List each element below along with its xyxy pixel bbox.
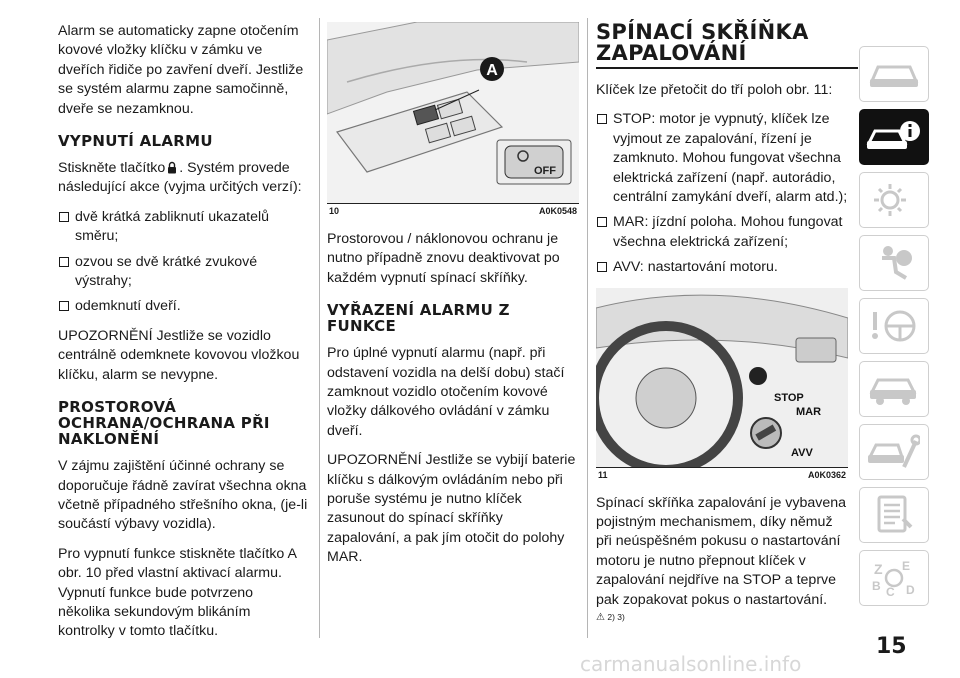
figure-11-caption <box>596 468 848 480</box>
heading-prostorova-ochrana: PROSTOROVÁ OCHRANA/OCHRANA PŘI NAKLONĚNÍ <box>58 398 270 449</box>
heading-vypnuti-alarmu: VYPNUTÍ ALARMU <box>58 132 213 151</box>
svg-text:D: D <box>906 583 915 597</box>
title-rule <box>596 67 858 69</box>
car-dashboard-icon <box>868 57 920 91</box>
heading-vyrazeni-alarmu: VYŘAZENÍ ALARMU Z FUNKCE <box>327 301 510 336</box>
warning-paragraph: UPOZORNĚNÍ Jestliže se vozidlo centrálně odemknete kovovou vložkou klíčku, alarm se nevypne. <box>58 327 300 383</box>
figure-10-image <box>327 22 579 204</box>
index-letters-icon <box>868 556 920 600</box>
tab-document-list[interactable] <box>859 487 929 543</box>
tab-airbag-seat[interactable] <box>859 235 929 291</box>
warning-steering-icon <box>870 308 918 344</box>
svg-text:Z: Z <box>874 561 883 577</box>
car-start-icon <box>868 372 920 406</box>
watermark: carmanualsonline.info <box>580 652 802 676</box>
figure-number: 11 <box>598 469 608 480</box>
svg-text:C: C <box>886 585 895 599</box>
warning-triangle-icon: ⚠ <box>596 612 605 624</box>
padlock-icon <box>167 161 177 174</box>
key-positions-list <box>596 110 848 277</box>
page-number: 15 <box>876 634 907 659</box>
tab-car-info[interactable] <box>859 109 929 165</box>
column-1 <box>58 22 308 652</box>
figure-code: A0K0362 <box>807 469 846 480</box>
off-button-label: OFF <box>534 165 556 177</box>
mar-position-label: MAR <box>796 405 822 418</box>
tab-lights[interactable] <box>859 172 929 228</box>
lights-icon <box>872 182 916 218</box>
svg-text:E: E <box>902 559 911 573</box>
warning-ref-numbers: 2) 3) <box>607 612 625 623</box>
column-2 <box>327 22 579 578</box>
car-info-icon <box>866 119 922 155</box>
figure-10-caption <box>327 204 579 216</box>
list-item: MAR: jízdní poloha. Mohou fungovat všechna elektrická zařízení; <box>596 213 848 252</box>
list-item: STOP: motor je vypnutý, klíček lze vyjmout ze zapalování, řízení je zamknuto. Mohou fungovat všechna elektrická zařízení (např. autorádio, centrální zamykání dveří, alarm atd.); <box>596 110 848 207</box>
column-divider-2 <box>587 18 588 638</box>
figure-11-image <box>596 288 848 468</box>
disable-function-paragraph: Pro vypnutí funkce stiskněte tlačítko A obr. 10 před vlastní aktivací alarmu. Vypnutí funkce bude potvrzeno několika sekundovým blikáním kontrolky v tomto tlačítku. <box>58 545 297 640</box>
column-divider-1 <box>319 18 320 638</box>
list-item: AVV: nastartování motoru. <box>596 258 848 277</box>
press-button-paragraph <box>58 159 308 198</box>
figure-number: 10 <box>329 206 340 216</box>
tab-index-letters[interactable] <box>859 550 929 606</box>
tab-car-start[interactable] <box>859 361 929 417</box>
column-3 <box>596 22 848 623</box>
avv-position-label: AVV <box>791 446 813 459</box>
tab-wrench-car[interactable] <box>859 424 929 480</box>
alarm-intro-paragraph: Alarm se automaticky zapne otočením kovové vložky klíčku v zámku ve dveřích řidiče po zavření dveří. Jestliže se systém alarmu zapne samočinně, dveře se nezamknou. <box>58 23 304 117</box>
warning-references <box>596 612 848 623</box>
callout-a-label: A <box>486 62 498 79</box>
full-disable-paragraph: Pro úplné vypnutí alarmu (např. při odstavení vozidla na delší dobu) stačí zamknout vozidlo otočením kovové vložky dálkového ovládání v zámku dveří. <box>327 345 565 439</box>
tab-warning-steering[interactable] <box>859 298 929 354</box>
ignition-lock-paragraph: Spínací skříňka zapalování je vybavena pojistným mechanismem, díky němuž při neúspěšném pokusu o nastartování motoru je nutno přepnout klíček v zapalování nejdříve na STOP a teprve pak zopakovat pokus o nastartování. <box>596 494 847 608</box>
document-list-icon <box>873 495 915 535</box>
protection-paragraph: V zájmu zajištění účinné ochrany se doporučuje řádně zavírat všechna okna včetně případného střešního okna, (je-li součástí výbavy vozidla). <box>58 458 308 533</box>
tab-car-dashboard[interactable] <box>859 46 929 102</box>
press-button-text-b: . Systém provede následující akce (vyjma určitých verzí): <box>58 160 302 196</box>
list-item: odemknutí dveří. <box>58 297 308 316</box>
key-positions-intro: Klíček lze přetočit do tří poloh obr. 11: <box>596 82 833 98</box>
stop-position-label: STOP <box>774 391 804 404</box>
chapter-tabs <box>859 46 929 613</box>
figure-code: A0K0548 <box>538 206 577 216</box>
reactivation-paragraph: Prostorovou / náklonovou ochranu je nutno případně znovu deaktivovat po každém vypnutí spínací skříňky. <box>327 231 560 286</box>
disarm-actions-list <box>58 208 308 317</box>
press-button-text-a: Stiskněte tlačítko <box>58 160 166 177</box>
list-item: ozvou se dvě krátké zvukové výstrahy; <box>58 253 308 292</box>
section-title: SPÍNACÍ SKŘÍŇKA ZAPALOVÁNÍ <box>596 20 809 65</box>
svg-text:B: B <box>872 579 881 593</box>
wrench-car-icon <box>868 433 920 471</box>
airbag-seat-icon <box>872 244 916 282</box>
battery-warning-paragraph: UPOZORNĚNÍ Jestliže se vybijí baterie klíčku s dálkovým ovládáním nebo při poruše systému je nutno klíček zasunout do spínací skříňky zapalování, a pak jím otočit do polohy MAR. <box>327 452 576 566</box>
list-item: dvě krátká zabliknutí ukazatelů směru; <box>58 208 308 247</box>
